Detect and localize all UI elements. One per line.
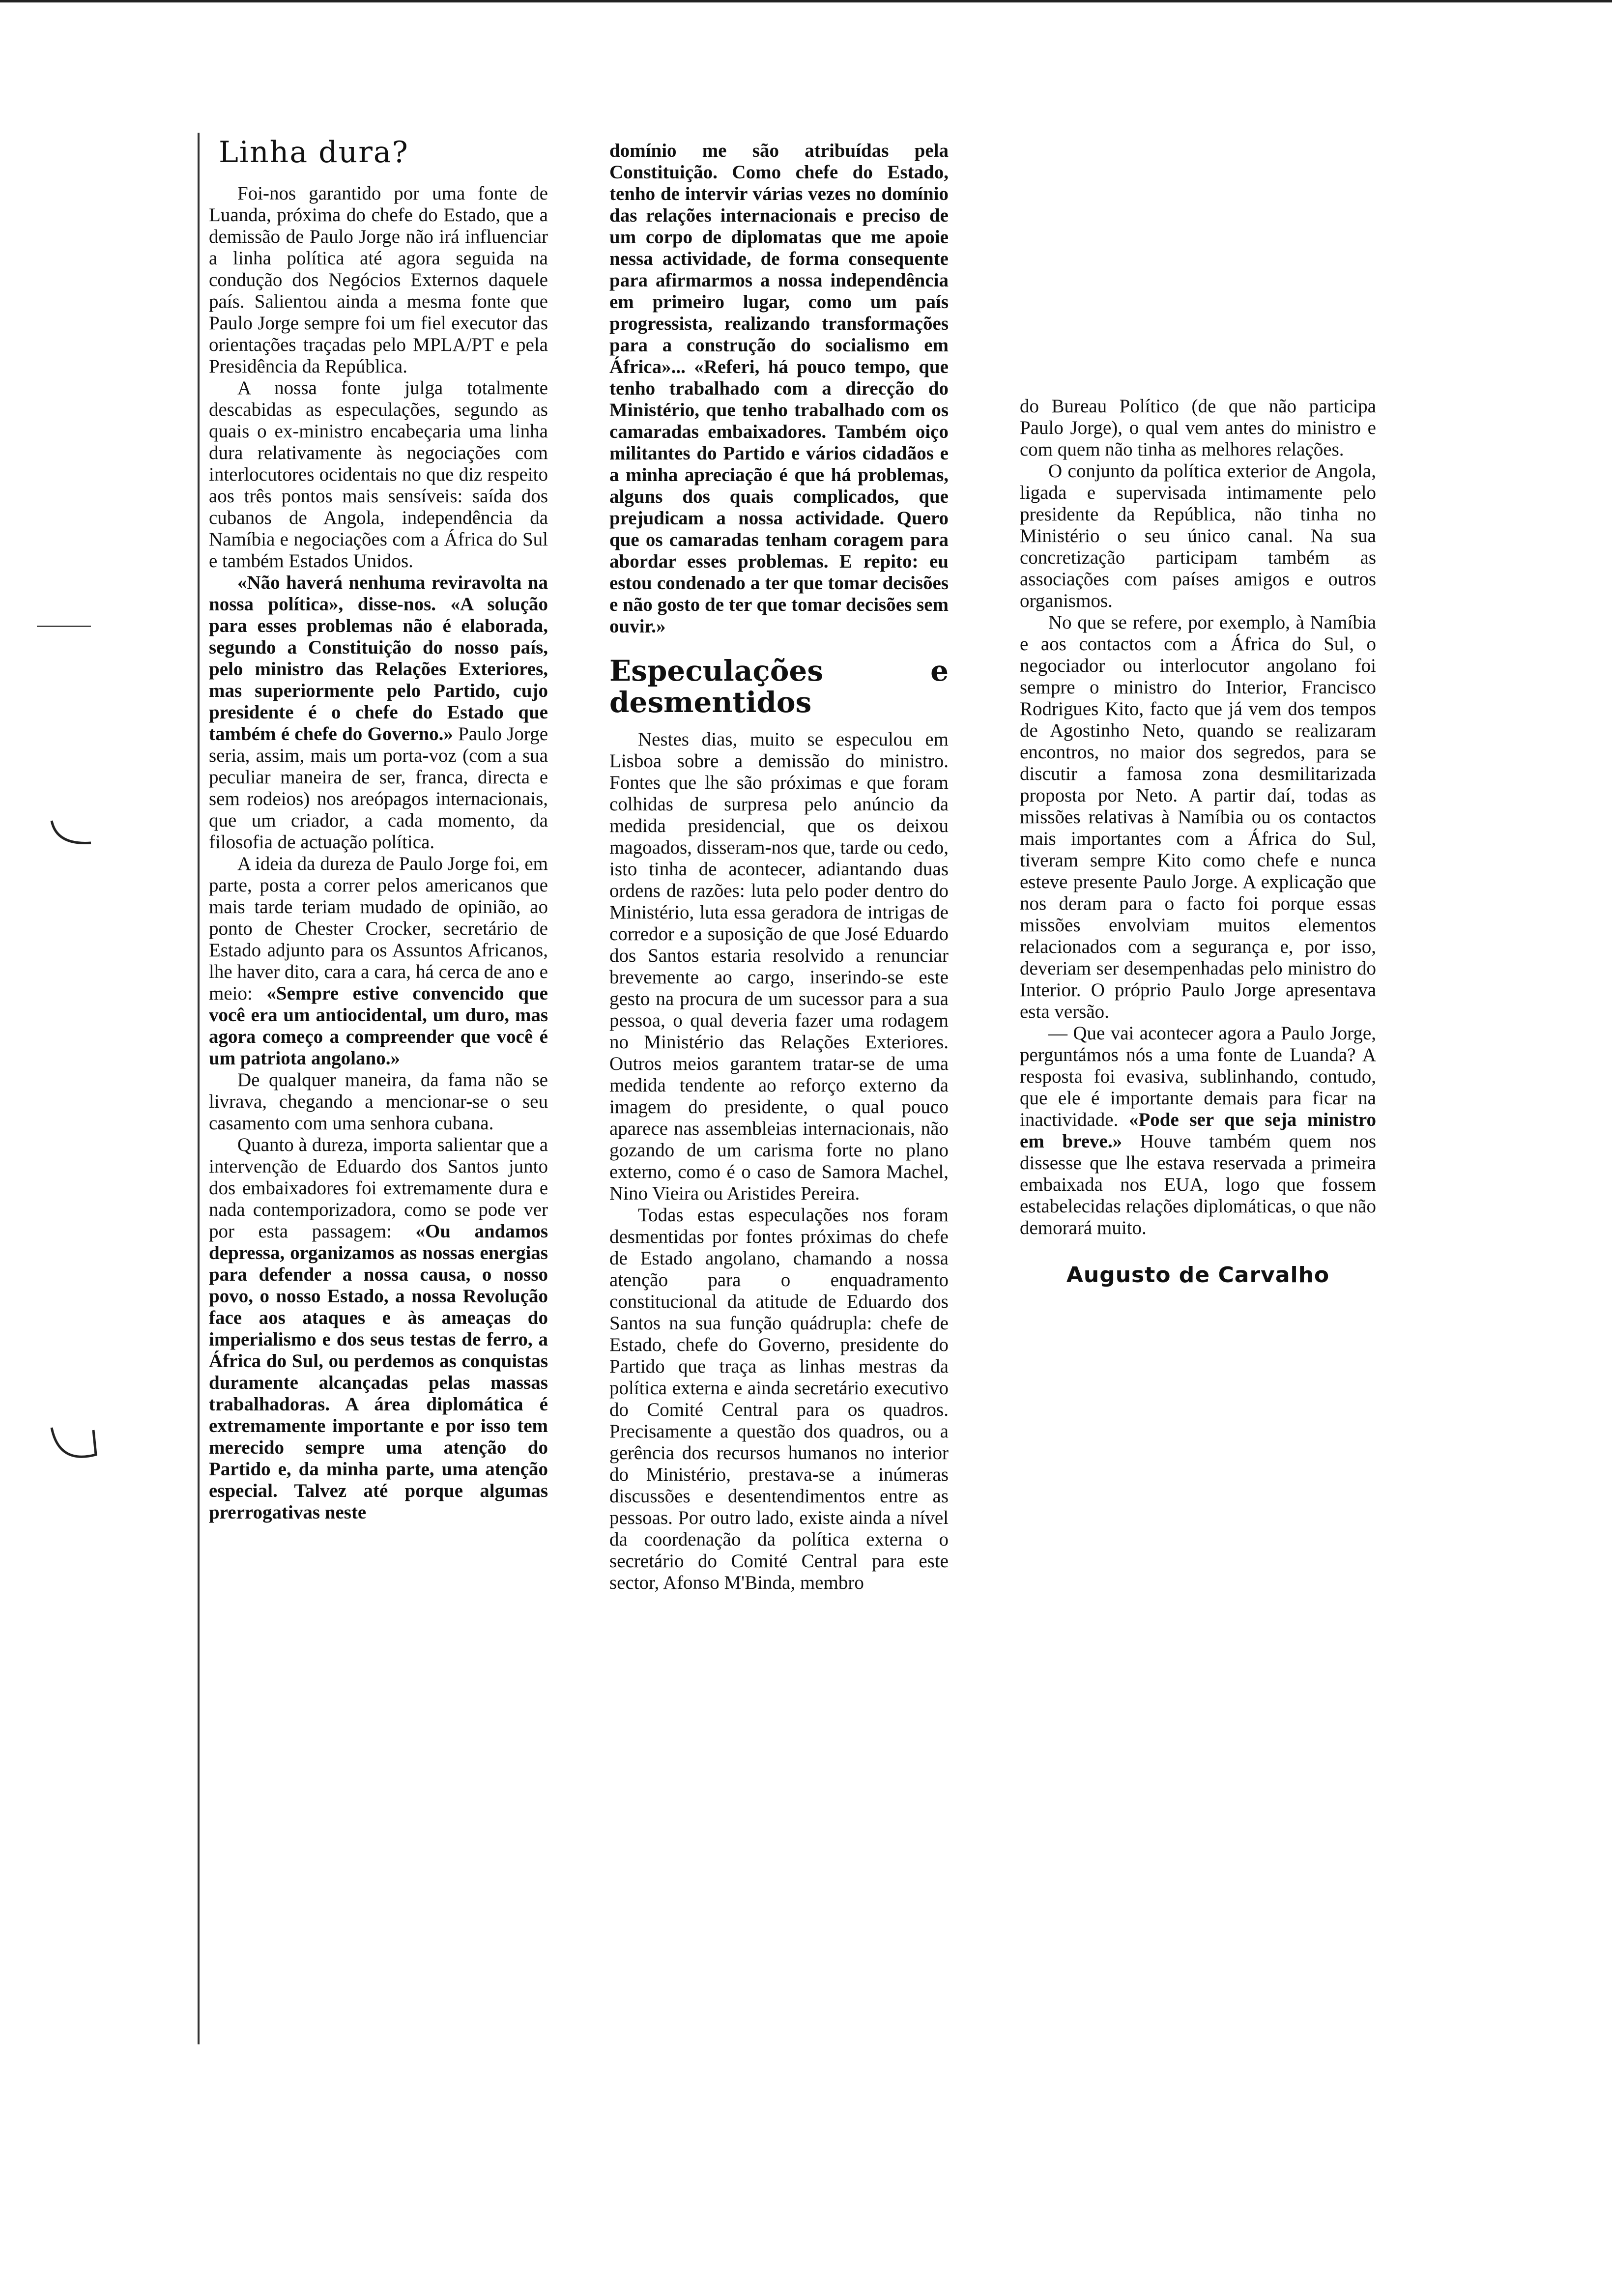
body-text: A nossa fonte julga totalmente descabidas as especulações, segundo as quais o ex-ministro encabeçaria uma linha dura relativamente às negociações com interlocutores ocidentais no que diz respeito aos três pontos mais sensíveis: saída dos cubanos de Angola, independência da Namíbia e negociações com a África do Sul e também Estados Unidos. [209,377,548,572]
body-text: Quanto à dureza, importa salientar que a intervenção de Eduardo dos Santos junto dos embaixadores foi extremamente dura e nada contemporizadora, como se pode ver por esta passagem: [209,1134,548,1242]
article-column-2 [609,140,949,1594]
article-paragraph [609,140,949,637]
article-paragraph [209,572,548,853]
body-text: Paulo Jorge seria, assim, mais um porta-voz (com a sua peculiar maneira de ser, franca, directa e sem rodeios) nos areópagos internacionais, que um criador, a cada momento, da filosofia de actuação política. [209,723,548,853]
article-paragraph [209,377,548,572]
quoted-text: «Pode ser que seja ministro em breve.» [1020,1109,1376,1152]
body-text: Todas estas especulações nos foram desmentidas por fontes próximas do chefe de Estado angolano, chamando a nossa atenção para o enquadramento constitucional da atitude de Eduardo dos Santos na sua função quádrupla: chefe de Estado, chefe do Governo, presidente do Partido que traça as linhas mestras da política externa e ainda secretário executivo do Comité Central para os quadros. Precisamente a questão dos quadros, ou a gerência dos recursos humanos no interior do Ministério, prestava-se a inúmeras discussões e desentendimentos entre as pessoas. Por outro lado, existe ainda a nível da coordenação da política externa o secretário do Comité Central para este sector, Afonso M'Binda, membro [609,1205,949,1593]
body-text: Foi-nos garantido por uma fonte de Luanda, próxima do chefe do Estado, que a demissão de Paulo Jorge não irá influenciar a linha política até agora seguida na condução dos Negócios Externos daquele país. Salientou ainda a mesma fonte que Paulo Jorge sempre foi um fiel executor das orientações traçadas pelo MPLA/PT e pela Presidência da República. [209,183,548,377]
article-column-1 [209,133,548,1523]
article-paragraph [1020,396,1376,460]
body-text: Houve também quem nos dissesse que lhe estava reservada a primeira embaixada nos EUA, logo que fossem estabelecidas relações diplomáticas, o que não demorará muito. [1020,1131,1376,1238]
body-text: No que se refere, por exemplo, à Namíbia e aos contactos com a África do Sul, o negociador ou interlocutor angolano foi sempre o ministro do Interior, Francisco Rodrigues Kito, facto que já vem dos tempos de Agostinho Neto, quando se realizaram encontros, no maior dos segredos, para se discutir a famosa zona desmilitarizada proposta por Neto. A partir daí, todas as missões relativas à Namíbia ou os contactos mais importantes com a África do Sul, tiveram sempre Kito como chefe e nunca esteve presente Paulo Jorge. A explicação que nos deram para o facto foi porque essas missões envolviam muitos elementos relacionados com a segurança e, por isso, deveriam ser desempenhadas pelo ministro do Interior. O próprio Paulo Jorge apresentava esta versão. [1020,612,1376,1022]
section-heading: Linha dura? [219,135,409,170]
quoted-text: domínio me são atribuídas pela Constituição. Como chefe do Estado, tenho de intervir várias vezes no domínio das relações internacionais e preciso de um corpo de diplomatas que me apoie nessa actividade, de forma consequente para afirmarmos a nossa independência em primeiro lugar, como um país progressista, realizando transformações para a construção do socialismo em África»... «Referi, há pouco tempo, que tenho trabalhado com a direcção do Ministério, que tenho trabalhado com os camaradas embaixadores. Também oiço militantes do Partido e vários cidadãos e a minha apreciação é que há problemas, alguns dos quais complicados, que prejudicam a nossa actividade. Quero que os camaradas tenham coragem para abordar esses problemas. E repito: eu estou condenado a ter que tomar decisões e não gosto de ter que tomar decisões sem ouvir.» [609,140,949,637]
scan-mark-icon [47,1420,106,1474]
section-heading: Especulações e desmentidos [609,654,949,719]
article-paragraph [1020,1023,1376,1239]
body-text: do Bureau Político (de que não participa Paulo Jorge), o qual vem antes do ministro e com quem não tinha as melhores relações. [1020,396,1376,460]
body-text: A ideia da dureza de Paulo Jorge foi, em parte, posta a correr pelos americanos que mais tarde teriam mudado de opinião, ao ponto de Chester Crocker, secretário de Estado adjunto para os Assuntos Africanos, lhe haver dito, cara a cara, há cerca de ano e meio: [209,853,548,1004]
quoted-text: «Não haverá nenhuma reviravolta na nossa política», disse-nos. «A solução para esses problemas não é elaborada, segundo a Constituição do nosso país, pelo ministro das Relações Exteriores, mas superiormente pelo Partido, cujo presidente é o chefe do Estado que também é chefe do Governo.» [209,572,548,745]
article-paragraph [209,1069,548,1134]
article-paragraph [209,853,548,1069]
article-paragraph [1020,460,1376,612]
article-paragraph [1020,612,1376,1023]
article-paragraph [609,729,949,1205]
article-column-3 [1020,396,1376,1286]
article-paragraph [609,1205,949,1594]
author-byline: Augusto de Carvalho [1066,1263,1330,1288]
body-text: Nestes dias, muito se especulou em Lisboa sobre a demissão do ministro. Fontes que lhe são próximas e que foram colhidas de surpresa pelo anúncio da medida presidencial, que os deixou magoados, disseram-nos que, tarde ou cedo, isto tinha de acontecer, adiantando duas ordens de razões: luta pelo poder dentro do Ministério, luta essa geradora de intrigas de corredor e a suposição de que José Eduardo dos Santos estaria resolvido a renunciar brevemente ao cargo, inserindo-se este gesto na procura de um sucessor para a sua pessoa, o qual deveria fazer uma rodagem no Ministério das Relações Exteriores. Outros meios garantem tratar-se de uma medida tendente ao reforço externo da imagem do presidente, o qual pouco aparece nas assembleias internacionais, não gozando de um carisma forte no plano externo, como é o caso de Samora Machel, Nino Vieira ou Aristides Pereira. [609,729,949,1204]
quoted-text: «Sempre estive convencido que você era um antiocidental, um duro, mas agora começo a compreender que você é um patriota angolano.» [209,983,548,1069]
body-text: — Que vai acontecer agora a Paulo Jorge, perguntámos nós a uma fonte de Luanda? A resposta foi evasiva, sublinhando, contudo, que ele é importante demais para ficar na inactividade. [1020,1023,1376,1130]
scan-mark-line [37,626,91,627]
body-text: De qualquer maneira, da fama não se livrava, chegando a mencionar-se o seu casamento com uma senhora cubana. [209,1069,548,1134]
page-top-border [0,0,1612,2]
column-rule [198,133,200,2044]
scan-mark-icon [47,816,101,855]
article-paragraph [209,183,548,377]
quoted-text: «Ou andamos depressa, organizamos as nossas energias para defender a nossa causa, o nosso povo, o nosso Estado, a nossa Revolução face aos ataques e às ameaças do imperialismo e dos seus testas de ferro, a África do Sul, ou perdemos as conquistas duramente alcançadas pelas massas trabalhadoras. A área diplomática é extremamente importante e por isso tem merecido sempre uma atenção do Partido e, da minha parte, uma atenção especial. Talvez até porque algumas prerrogativas neste [209,1221,548,1523]
article-paragraph [209,1134,548,1523]
body-text: O conjunto da política exterior de Angola, ligada e supervisada intimamente pelo presidente da República, não tinha no Ministério o seu único canal. Na sua concretização participam também as associações com países amigos e outros organismos. [1020,460,1376,611]
